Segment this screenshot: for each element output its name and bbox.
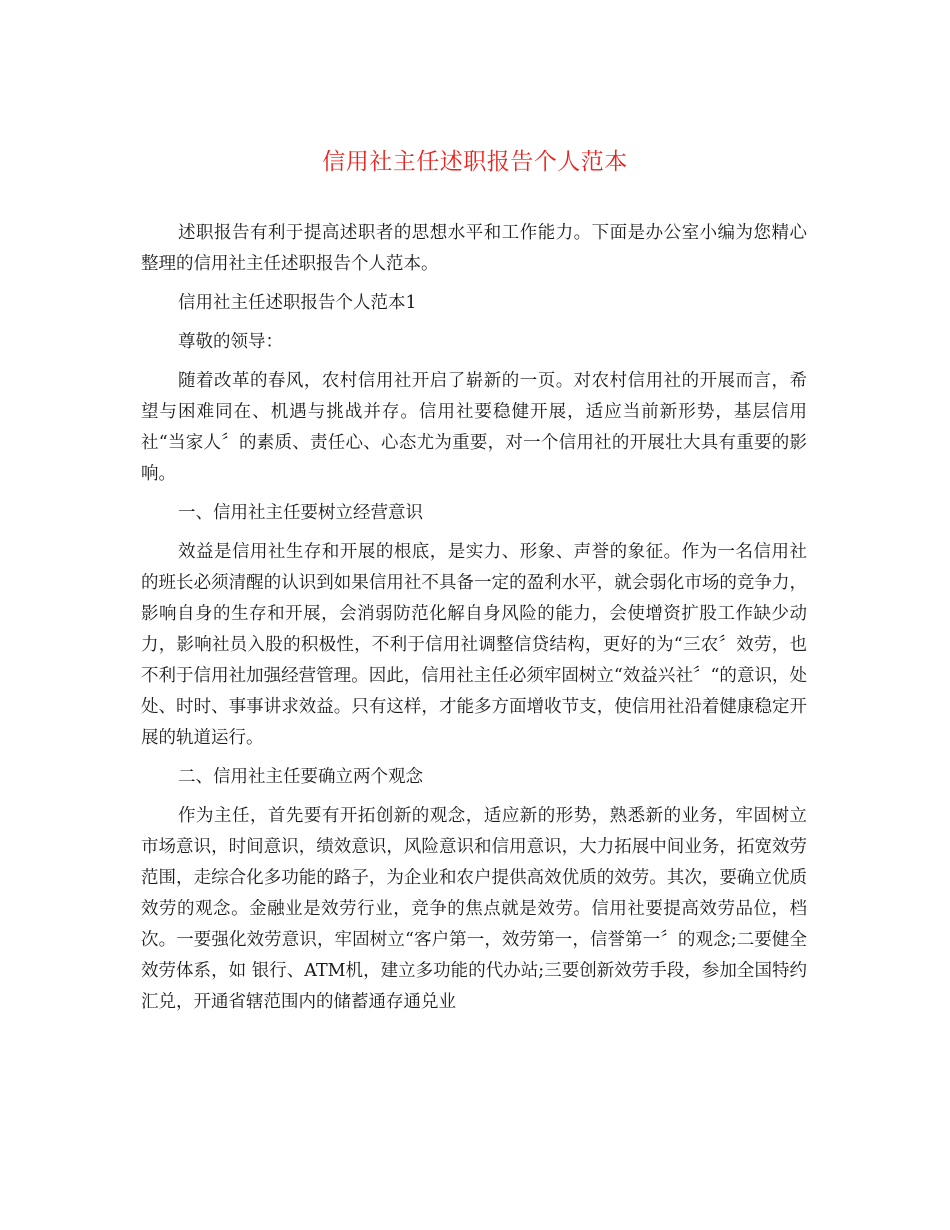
body-paragraph: 作为主任，首先要有开拓创新的观念，适应新的形势，熟悉新的业务，牢固树立市场意识，时间意识，绩效意识，风险意识和信用意识，大力拓展中间业务，拓宽效劳范围，走综合化多功能的路子，为企业和农户提供高效优质的效劳。其次，要确立优质效劳的观念。金融业是效劳行业，竞争的焦点就是效劳。信用社要提高效劳品位，档次。一要强化效劳意识，牢固树立“客户第一，效劳第一，信誉第一〞的观念;二要健全效劳体系，如 银行、ATM机，建立多功能的代办站;三要创新效劳手段，参加全国特约汇兑，开通省辖范围内的储蓄通存通兑业 xyxy=(141,806,807,1012)
intro-paragraph: 述职报告有利于提高述职者的思想水平和工作能力。下面是办公室小编为您精心整理的信用社主任述职报告个人范本。 xyxy=(141,223,807,274)
document-body xyxy=(141,218,807,1026)
body-paragraph: 随着改革的春风，农村信用社开启了崭新的一页。对农村信用社的开展而言，希望与困难同在、机遇与挑战并存。信用社要稳健开展，适应当前新形势，基层信用社“当家人〞的素质、责任心、心态尤为重要，对一个信用社的开展壮大具有重要的影响。 xyxy=(141,371,807,484)
salutation: 尊敬的领导： xyxy=(178,332,283,352)
section-heading: 一、信用社主任要树立经营意识 xyxy=(178,503,423,523)
document-title: 信用社主任述职报告个人范本 xyxy=(322,149,628,175)
section-heading: 二、信用社主任要确立两个观念 xyxy=(178,767,423,787)
sample-heading: 信用社主任述职报告个人范本1 xyxy=(178,293,417,313)
body-paragraph: 效益是信用社生存和开展的根底，是实力、形象、声誉的象征。作为一名信用社的班长必须清醒的认识到如果信用社不具备一定的盈利水平，就会弱化市场的竞争力，影响自身的生存和开展，会消弱防范化解自身风险的能力，会使增资扩股工作缺少动力，影响社员入股的积极性，不利于信用社调整信贷结构，更好的为“三农〞效劳，也不利于信用社加强经营管理。因此，信用社主任必须牢固树立“效益兴社〞“的意识，处处、时时、事事讲求效益。只有这样，才能多方面增收节支，使信用社沿着健康稳定开展的轨道运行。 xyxy=(141,542,807,748)
